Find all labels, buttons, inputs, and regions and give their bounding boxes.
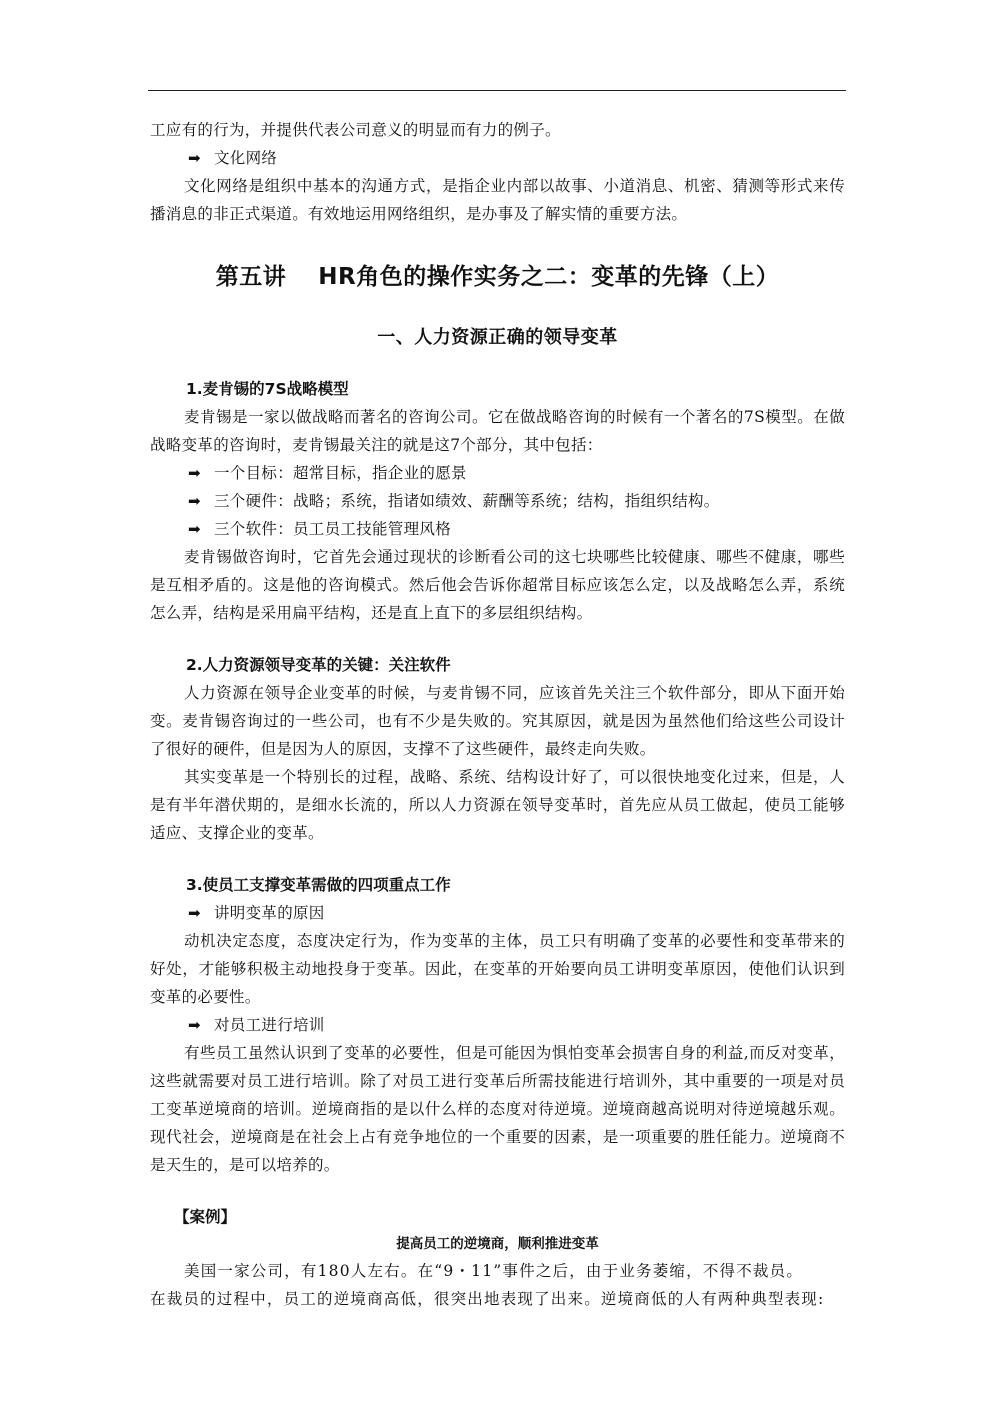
arrow-bullet-icon: ➡ — [188, 464, 201, 482]
part2-paragraph-2: 其实变革是一个特别长的过程，战略、系统、结构设计好了，可以很快地变化过来，但是，人是有半年潜伏期的，是细水长流的，所以人力资源在领导变革时，首先应从员工做起，使员工能够适应、支撑企业的变革。 — [150, 768, 845, 842]
bullet-label: 三个软件：员工员工技能管理风格 — [214, 520, 452, 538]
part3-bullet-2 — [150, 1011, 845, 1039]
part2-title: 2.人力资源领导变革的关键：关注软件 — [186, 656, 451, 674]
part1-paragraph: 麦肯锡做咨询时，它首先会通过现状的诊断看公司的这七块哪些比较健康、哪些不健康，哪些是互相矛盾的。这是他的咨询模式。然后他会告诉你超常目标应该怎么定，以及战略怎么弄，系统怎么弄，结构是采用扁平结构，还是直上直下的多层组织结构。 — [150, 548, 845, 622]
bullet-label: 一个目标：超常目标，指企业的愿景 — [214, 464, 467, 482]
part1-bullet-2 — [150, 487, 845, 515]
arrow-bullet-icon: ➡ — [188, 1016, 201, 1034]
case-label: 【案例】 — [174, 1208, 237, 1226]
arrow-bullet-icon: ➡ — [188, 149, 201, 167]
lecture-title: 第五讲 HR角色的操作实务之二：变革的先锋（上） — [215, 264, 780, 290]
bullet-label: 讲明变革的原因 — [214, 904, 325, 922]
arrow-bullet-icon: ➡ — [188, 520, 201, 538]
part3-paragraph-1: 动机决定态度，态度决定行为，作为变革的主体，员工只有明确了变革的必要性和变革带来的好处，才能够积极主动地投身于变革。因此，在变革的开始要向员工讲明变革原因，使他们认识到变革的必要性。 — [150, 932, 845, 1006]
case-line-1: 美国一家公司，有180人左右。在“9・11”事件之后，由于业务萎缩，不得不裁员。 — [184, 1262, 804, 1280]
part1-title: 1.麦肯锡的7S战略模型 — [186, 380, 349, 398]
continued-paragraph: 工应有的行为，并提供代表公司意义的明显而有力的例子。 — [150, 121, 561, 139]
bullet-label: 三个硬件：战略；系统，指诸如绩效、薪酬等系统；结构，指组织结构。 — [214, 492, 720, 510]
culture-network-paragraph: 文化网络是组织中基本的沟通方式，是指企业内部以故事、小道消息、机密、猜测等形式来传播消息的非正式渠道。有效地运用网络组织，是办事及了解实情的重要方法。 — [150, 177, 845, 223]
part3-paragraph-2: 有些员工虽然认识到了变革的必要性，但是可能因为惧怕变革会损害自身的利益,而反对变革，这些就需要对员工进行培训。除了对员工进行变革后所需技能进行培训外，其中重要的一项是对员工变革逆境商的培训。逆境商指的是以什么样的态度对待逆境。逆境商越高说明对待逆境越乐观。现代社会，逆境商是在社会上占有竞争地位的一个重要的因素，是一项重要的胜任能力。逆境商不是天生的，是可以培养的。 — [150, 1044, 845, 1174]
bullet-label: 对员工进行培训 — [214, 1016, 325, 1034]
part1-intro: 麦肯锡是一家以做战略而著名的咨询公司。它在做战略咨询的时候有一个著名的7S模型。在做战略变革的咨询时，麦肯锡最关注的就是这7个部分，其中包括： — [150, 408, 845, 454]
arrow-bullet-icon: ➡ — [188, 492, 201, 510]
bullet-culture-network — [150, 144, 845, 172]
part1-bullet-3 — [150, 515, 845, 543]
part3-title: 3.使员工支撑变革需做的四项重点工作 — [186, 876, 451, 894]
case-title: 提高员工的逆境商，顺利推进变革 — [396, 1236, 599, 1252]
case-line-2: 在裁员的过程中，员工的逆境商高低，很突出地表现了出来。逆境商低的人有两种典型表现: — [150, 1290, 825, 1308]
arrow-bullet-icon: ➡ — [188, 904, 201, 922]
page-content — [150, 116, 845, 1313]
section-title: 一、人力资源正确的领导变革 — [377, 327, 618, 348]
header-rule — [148, 90, 846, 91]
part2-paragraph-1: 人力资源在领导企业变革的时候，与麦肯锡不同，应该首先关注三个软件部分，即从下面开始变。麦肯锡咨询过的一些公司，也有不少是失败的。究其原因，就是因为虽然他们给这些公司设计了很好的硬件，但是因为人的原因，支撑不了这些硬件，最终走向失败。 — [150, 684, 845, 758]
part1-bullet-1 — [150, 459, 845, 487]
bullet-label: 文化网络 — [214, 149, 278, 167]
part3-bullet-1 — [150, 899, 845, 927]
